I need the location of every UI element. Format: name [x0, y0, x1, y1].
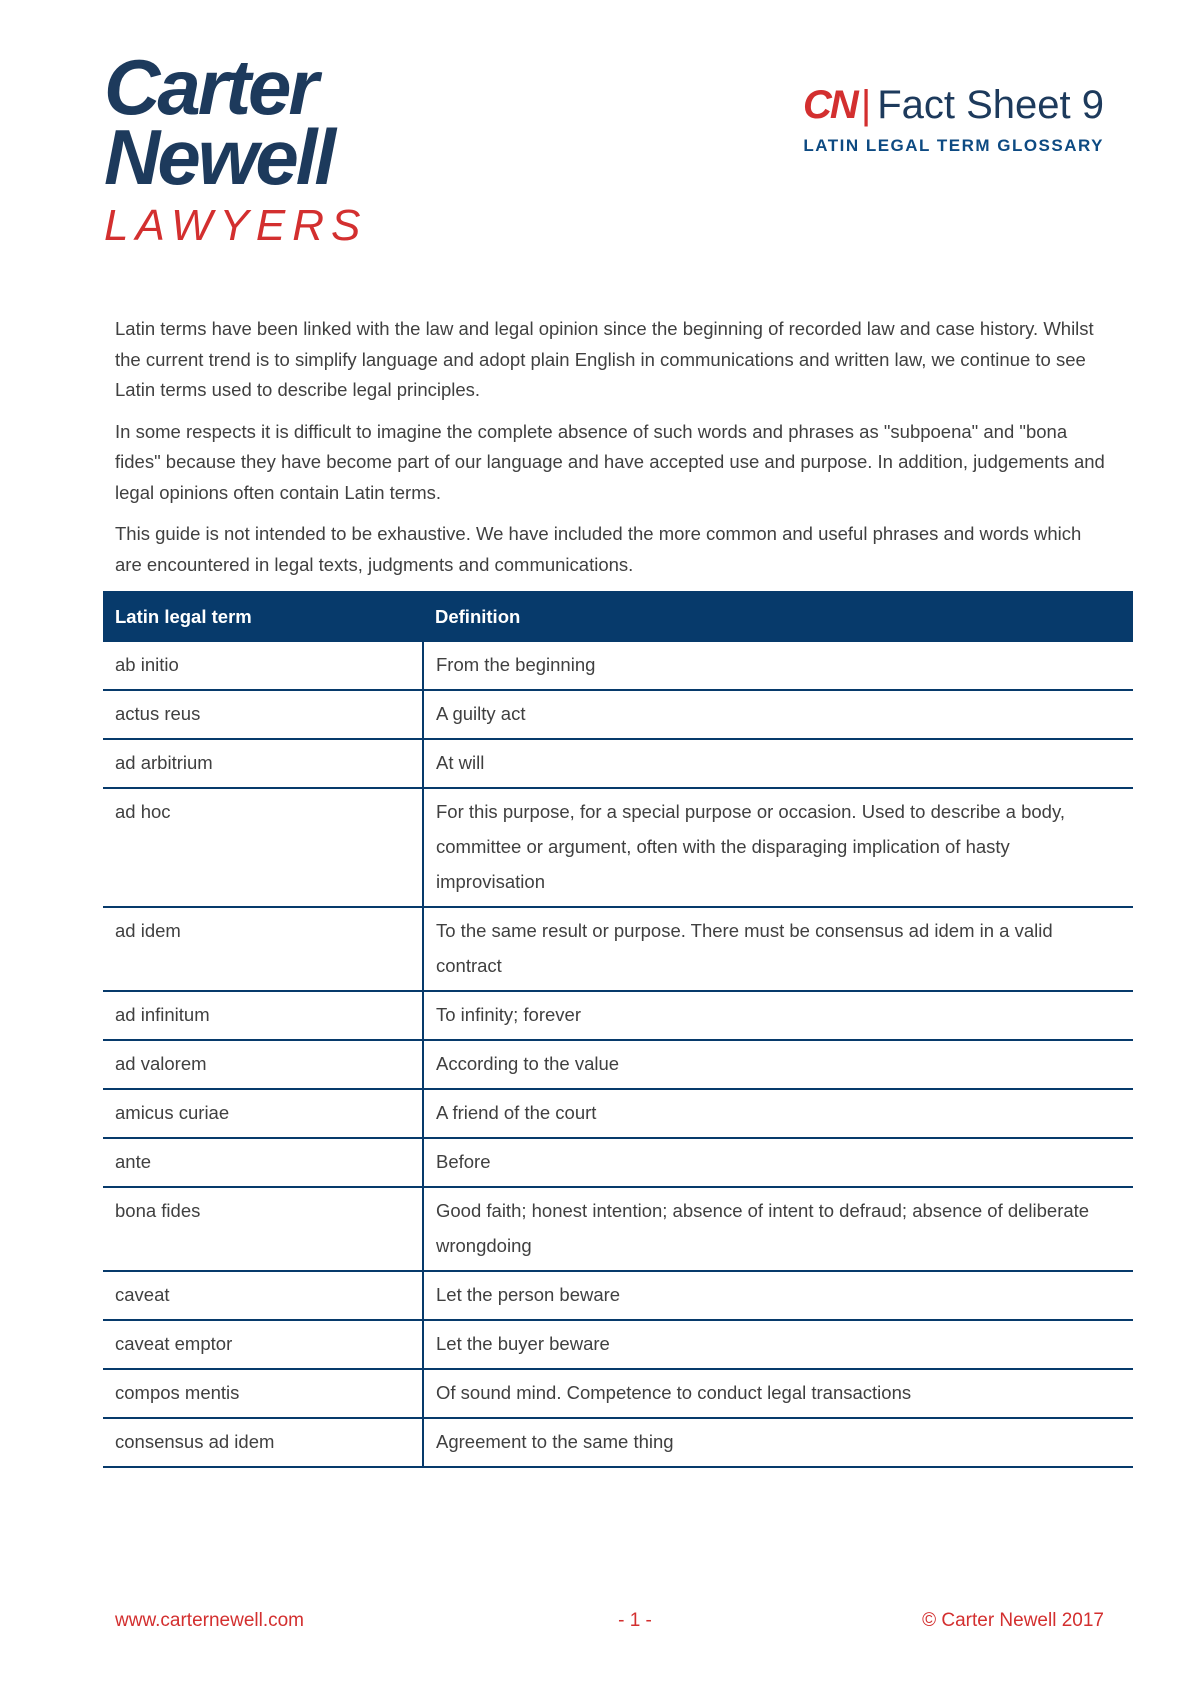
table-row: [103, 1320, 1133, 1369]
logo-newell: Newell: [104, 113, 334, 201]
table-row: [103, 1369, 1133, 1418]
table-row: [103, 690, 1133, 739]
intro-paragraph-1: Latin terms have been linked with the law and legal opinion since the beginning of recorded law and case history. Whilst the current trend is to simplify language and adopt plain English in communications and written law, we continue to see Latin terms used to describe legal principles.: [115, 318, 1094, 400]
definition-cell: At will: [423, 739, 1133, 788]
fact-sheet-header: [803, 82, 1104, 156]
definition-cell: Let the person beware: [423, 1271, 1133, 1320]
table-row: [103, 1187, 1133, 1271]
column-header-term: Latin legal term: [103, 591, 423, 642]
column-header-definition: Definition: [423, 591, 1133, 642]
table-row: [103, 1138, 1133, 1187]
term-cell: caveat: [103, 1271, 423, 1320]
definition-cell: For this purpose, for a special purpose or occasion. Used to describe a body, committee or argument, often with the disparaging implication of hasty improvisation: [423, 788, 1133, 907]
definition-cell: A guilty act: [423, 690, 1133, 739]
table-row: [103, 1271, 1133, 1320]
page-number: - 1 -: [618, 1610, 652, 1631]
term-cell: actus reus: [103, 690, 423, 739]
term-cell: ad arbitrium: [103, 739, 423, 788]
fact-sheet-subtitle: LATIN LEGAL TERM GLOSSARY: [803, 136, 1104, 155]
term-cell: ante: [103, 1138, 423, 1187]
copyright-notice: © Carter Newell 2017: [922, 1610, 1104, 1631]
definition-cell: Before: [423, 1138, 1133, 1187]
intro-paragraph-2: In some respects it is difficult to imagine the complete absence of such words and phrases as "subpoena" and "bona fides" because they have become part of our language and have accepted use and purpose. In addition, judgements and legal opinions often contain Latin terms.: [115, 420, 1105, 503]
definition-cell: According to the value: [423, 1040, 1133, 1089]
logo-carter: Carter: [104, 43, 316, 131]
term-cell: ab initio: [103, 642, 423, 690]
definition-cell: A friend of the court: [423, 1089, 1133, 1138]
definition-cell: Good faith; honest intention; absence of intent to defraud; absence of deliberate wrongdoing: [423, 1187, 1133, 1271]
definition-cell: To infinity; forever: [423, 991, 1133, 1040]
term-cell: ad idem: [103, 907, 423, 991]
website-link[interactable]: www.carternewell.com: [115, 1610, 304, 1631]
definition-cell: Let the buyer beware: [423, 1320, 1133, 1369]
table-row: [103, 1040, 1133, 1089]
term-cell: bona fides: [103, 1187, 423, 1271]
table-row: [103, 1089, 1133, 1138]
table-row: [103, 991, 1133, 1040]
intro-paragraph-3: This guide is not intended to be exhaustive. We have included the more common and useful phrases and words which are encountered in legal texts, judgments and communications.: [115, 523, 1082, 575]
table-row: [103, 642, 1133, 690]
term-cell: consensus ad idem: [103, 1418, 423, 1467]
term-cell: amicus curiae: [103, 1089, 423, 1138]
term-cell: ad infinitum: [103, 991, 423, 1040]
term-cell: caveat emptor: [103, 1320, 423, 1369]
term-cell: ad valorem: [103, 1040, 423, 1089]
intro-section: [115, 314, 1105, 591]
definition-cell: Of sound mind. Competence to conduct legal transactions: [423, 1369, 1133, 1418]
table-row: [103, 907, 1133, 991]
carter-newell-logo: [104, 43, 368, 256]
term-cell: ad hoc: [103, 788, 423, 907]
glossary-table: [103, 591, 1133, 1468]
brand-separator: |: [860, 83, 872, 127]
definition-cell: Agreement to the same thing: [423, 1418, 1133, 1467]
definition-cell: From the beginning: [423, 642, 1133, 690]
fact-sheet-title: Fact Sheet 9: [877, 83, 1104, 127]
page-footer: [115, 1610, 1104, 1640]
logo-lawyers: LAWYERS: [104, 201, 368, 250]
cn-brand-mark: CN: [803, 83, 857, 127]
definition-cell: To the same result or purpose. There must be consensus ad idem in a valid contract: [423, 907, 1133, 991]
table-row: [103, 1418, 1133, 1467]
table-row: [103, 788, 1133, 907]
fact-sheet-title-line: [803, 82, 1104, 128]
term-cell: compos mentis: [103, 1369, 423, 1418]
table-row: [103, 739, 1133, 788]
table-header-row: [103, 591, 1133, 642]
